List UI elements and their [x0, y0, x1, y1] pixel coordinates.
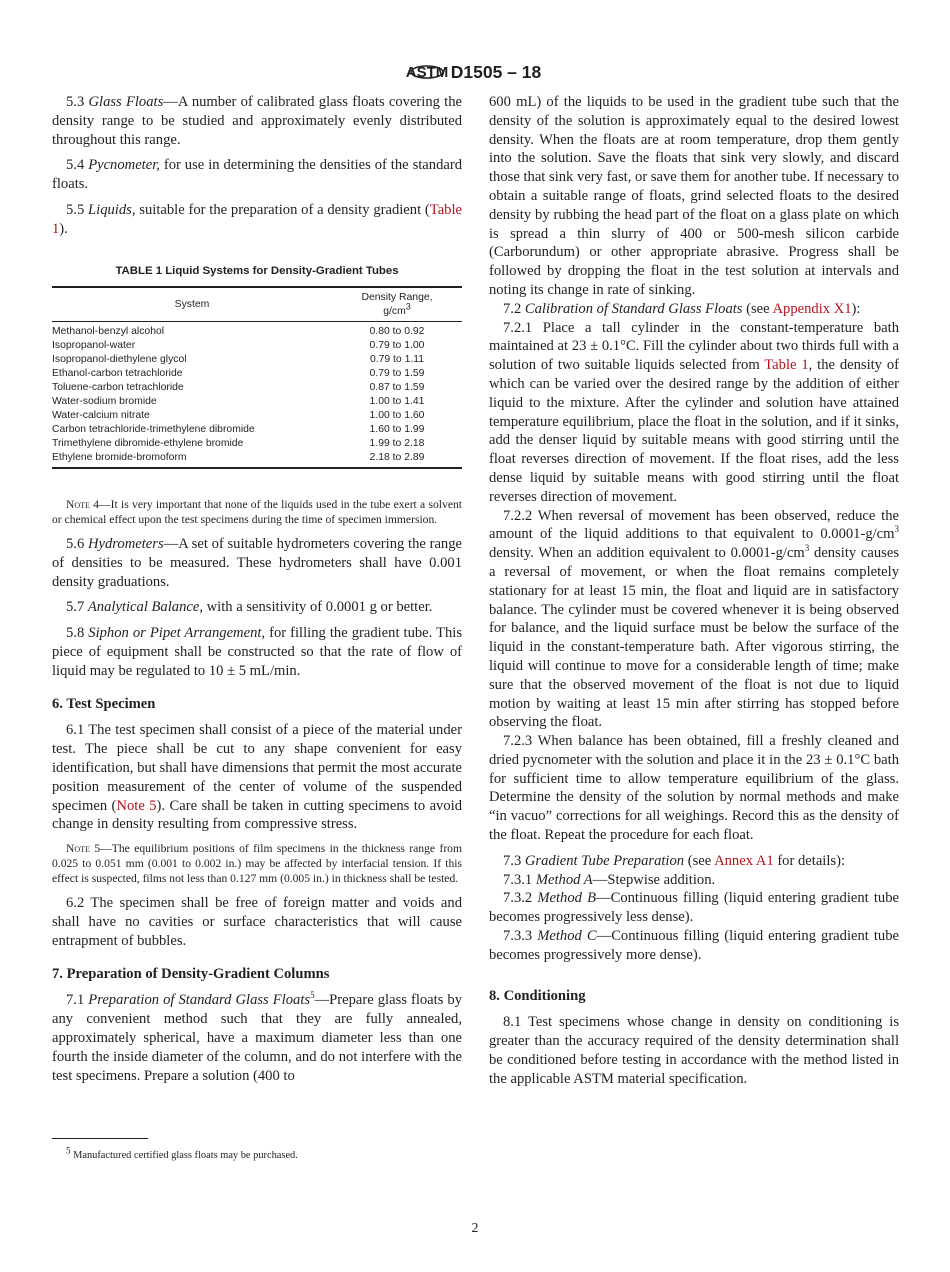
text-run: 600 mL) of the liquids to be used in the gradient tube such that the density of the solution is approximately equal to the desired lowest density. When the floats are at room temperature, drop them gently into the solution. Save the floats that sink very slowly, and discard those that sink very fast, or save them for another tube. If necessary to obtain a suitable range of floats, grind selected floats to the desired density by rubbing the head part of the float on a glass plate on which is spread a thin slurry of 400 or 500-mesh silicon carbide (Carborundum) or other appropriate abrasive. Progress shall be followed by dropping the float in the test solution at intervals and noting its change in rate of sinking.: [489, 94, 899, 298]
text-run: 7. Preparation of Density-Gradient Columns: [52, 965, 330, 982]
section-heading: [489, 987, 899, 1006]
cross-reference-link[interactable]: Annex A1: [714, 852, 774, 869]
paragraph: [489, 889, 899, 927]
table-row: [52, 339, 462, 353]
text-run: —Continuous filling (liquid entering gradient tube becomes progressively less dense).: [489, 890, 899, 926]
text-run: with a sensitivity of 0.0001 g or better.: [202, 599, 433, 616]
text-run: 5.3: [66, 94, 89, 110]
paragraph: [489, 871, 899, 890]
density-range-cell: 1.00 to 1.60: [369, 409, 425, 421]
text-run: 7.2.2 When reversal of movement has been observed, reduce the amount of the liquid additions to that equivalent to 0.0001-g/cm: [489, 507, 899, 543]
text-run: for use in determining the densities of the standard floats.: [52, 157, 463, 193]
text-run: Siphon or Pipet Arrangement,: [88, 625, 266, 642]
section-heading: [52, 695, 462, 714]
text-run: suitable for the preparation of a density gradient (: [135, 201, 430, 218]
paragraph: [52, 991, 462, 1085]
text-run: (see: [742, 300, 773, 317]
table-row: [52, 409, 462, 423]
density-range-cell: 2.18 to 2.89: [369, 451, 425, 463]
text-run: for filling the gradient tube. This piece of equipment shall be constructed so that the rate of flow of liquid may be regulated to 10 ± 5 mL/min.: [52, 625, 463, 679]
paragraph: [489, 852, 899, 871]
left-column-top: [52, 93, 462, 246]
text-run: (see: [684, 852, 715, 869]
note: [52, 497, 462, 527]
table-row: [52, 367, 462, 381]
text-run: 5.5: [66, 201, 89, 218]
table-1: [52, 262, 462, 469]
text-run: 5.4: [66, 157, 89, 174]
svg-text:ASTM: ASTM: [405, 64, 448, 81]
text-run: —Continuous filling (liquid entering gradient tube becomes progressively more dense).: [489, 928, 900, 963]
cross-reference-link[interactable]: Table 1: [764, 357, 809, 374]
text-run: 5: [310, 990, 315, 1001]
paragraph: [489, 927, 899, 965]
density-range-cell: 0.79 to 1.00: [369, 339, 425, 351]
text-run: 7.2.3 When balance has been obtained, fill a freshly cleaned and dried pycnometer with the solution and place it in the 23 ± 0.1°C bath for sufficient time to allow temperature equilibrium of the glass. Determine the density of the solution by normal methods and make “in vacuo” corrections for all weighings. Record this as the density of the float. Repeat the procedure for each float.: [489, 733, 899, 844]
cross-reference-link[interactable]: Note 5: [116, 797, 157, 814]
page-number: 2: [471, 1221, 479, 1236]
table-row: [52, 437, 462, 451]
text-run: ).: [59, 220, 68, 237]
text-run: density causes a reversal of movement, or when the float remains completely stationary for at least 15 min, the float and liquid are in satisfactory balance. The cylinder must be covered whenever it is being observed for balance, and the liquid surface must be below the surface of the liquid in the constant-temperature bath. After vigorous stirring, the liquid will continue to move for a considerable length of time; make sure that the observed movement of the float is not due to liquid motion by waiting at least 15 min after stirring has stopped before observing the float.: [489, 545, 899, 731]
text-run: 7.3: [503, 852, 525, 869]
text-run: —Prepare glass floats by any convenient method such that they are fully annealed, approximately spherical, have a maximum diameter less than one fourth the inside diameter of the column, and do not interfere with the test specimens. Prepare a solution (400 to: [52, 992, 463, 1084]
col-header-density: Density Range, $g/cm^3$: [332, 287, 462, 322]
density-range-cell: 1.60 to 1.99: [369, 423, 425, 435]
text-run: Method A: [535, 871, 593, 888]
system-cell: Isopropanol-diethylene glycol: [52, 353, 187, 365]
density-range-cell: 0.79 to 1.59: [369, 367, 425, 379]
table-row: [52, 451, 462, 468]
table-row: [52, 353, 462, 367]
text-run: Gradient Tube Preparation: [524, 852, 685, 869]
text-run: Calibration of Standard Glass Floats: [524, 300, 743, 317]
cross-reference-link[interactable]: Table 1: [52, 201, 462, 237]
text-run: Liquids,: [88, 201, 136, 218]
text-run: Note: [66, 842, 90, 856]
text-run: Method C: [537, 928, 597, 945]
page-header: [0, 58, 950, 89]
text-run: 3: [894, 524, 899, 535]
text-run: 6. Test Specimen: [52, 695, 156, 712]
text-run: 7.2: [503, 300, 525, 317]
paragraph: [489, 507, 899, 733]
paragraph: [52, 156, 462, 194]
text-run: Method B: [537, 890, 596, 907]
paragraph: [489, 1013, 899, 1088]
table-row: [52, 321, 462, 339]
cross-reference-link[interactable]: Appendix X1: [772, 300, 852, 317]
system-cell: Methanol-benzyl alcohol: [52, 325, 165, 337]
paragraph: [52, 598, 462, 617]
paragraph: [52, 624, 462, 680]
paragraph: [52, 721, 462, 834]
paragraph: [489, 319, 899, 507]
paragraph: [52, 93, 462, 149]
system-cell: Trimethylene dibromide-ethylene bromide: [52, 437, 244, 449]
text-run: 5.7: [66, 599, 88, 616]
table-row: [52, 395, 462, 409]
text-run: for details):: [773, 852, 845, 869]
footnote-divider: [52, 1138, 148, 1139]
system-cell: Isopropanol-water: [52, 339, 136, 351]
paragraph: [52, 894, 462, 950]
right-column: [489, 93, 899, 1096]
text-run: 7.2.1 Place a tall cylinder in the constant-temperature bath maintained at 23 ± 0.1°C. Fill the cylinder about two thirds full with a solution of two suitable liquids selected from: [489, 319, 899, 374]
system-cell: Water-calcium nitrate: [52, 409, 150, 421]
text-run: 5.6: [66, 536, 88, 552]
footnote: $^5$ Manufactured certified glass floats may be purchased.: [66, 1145, 298, 1161]
text-run: —Stepwise addition.: [592, 871, 716, 888]
section-heading: [52, 965, 462, 984]
table-title: TABLE 1 Liquid Systems for Density-Gradient Tubes: [115, 265, 399, 277]
system-cell: Water-sodium bromide: [52, 395, 157, 407]
text-run: 8. Conditioning: [489, 987, 586, 1004]
col-header-system: System: [52, 287, 332, 322]
text-run: 7.3.2: [503, 890, 538, 907]
paragraph: [489, 93, 899, 300]
density-range-cell: 1.99 to 2.18: [369, 437, 425, 449]
astm-logo-icon: [405, 58, 448, 89]
density-range-cell: 1.00 to 1.41: [369, 395, 425, 407]
system-cell: Ethylene bromide-bromoform: [52, 451, 187, 463]
text-run: Preparation of Standard Glass Floats: [88, 992, 311, 1009]
text-run: 3: [804, 543, 810, 554]
density-range-cell: 0.87 to 1.59: [369, 381, 425, 393]
paragraph: [489, 300, 899, 319]
text-run: ). Care shall be taken in cutting specimens to avoid change in density resulting from compressive stress.: [52, 797, 462, 833]
text-run: 7.3.1: [503, 871, 536, 888]
text-run: 6.1 The test specimen shall consist of a piece of the material under test. The piece shall be cut to any shape convenient for easy identification, but shall have dimensions that permit the most accurate position measurement of the center of volume of the suspended specimen (: [52, 722, 462, 814]
text-run: 4—It is very important that none of the liquids used in the tube exert a solvent or chemical effect upon the test specimens during the time of specimen immersion.: [52, 498, 462, 526]
text-run: , the density of which can be varied over the desired range by the addition of either liquid to the mixture. After the cylinder and solution have attained temperature equilibrium, place the float in the solution, and if it sinks, add the denser liquid by suitable means with good stirring until the float reverses direction of movement. If the float rises, add the less dense liquid by suitable means with good stirring until the float reverses direction of movement.: [489, 357, 899, 505]
table-row: [52, 381, 462, 395]
system-cell: Carbon tetrachloride-trimethylene dibromide: [52, 423, 255, 435]
system-cell: Ethanol-carbon tetrachloride: [52, 367, 183, 379]
designation: D1505 – 18: [450, 62, 542, 83]
text-run: density. When an addition equivalent to 0.0001-g/cm: [489, 545, 805, 562]
left-column-bottom: [52, 497, 462, 1092]
text-run: 7.3.3: [503, 928, 538, 945]
text-run: —A set of suitable hydrometers covering the range of densities to be measured. These hydrometers shall have 0.001 density graduations.: [52, 536, 462, 590]
text-run: 5—The equilibrium positions of film specimens in the thickness range from 0.025 to 0.051 mm (0.001 to 0.002 in.) may be affected by interfacial tension. If this effect is suspected, films not less than 0.127 mm (0.005 in.) in thickness shall be tested.: [52, 842, 462, 886]
text-run: —A number of calibrated glass floats covering the density range to be studied and approximately evenly distributed throughout this range.: [52, 94, 462, 148]
text-run: ):: [851, 300, 861, 317]
paragraph: [52, 535, 462, 591]
note: [52, 841, 462, 886]
table-row: [52, 423, 462, 437]
density-range-cell: 0.80 to 0.92: [369, 325, 425, 337]
text-run: Analytical Balance,: [87, 599, 203, 616]
text-run: 7.1: [66, 992, 89, 1009]
text-run: 8.1 Test specimens whose change in density on conditioning is greater than the accuracy required of the density determination shall be conditioned before testing in accordance with the method listed in the applicable ASTM material specification.: [489, 1014, 899, 1087]
text-run: Note: [66, 498, 90, 511]
paragraph: [52, 201, 462, 239]
text-run: Hydrometers: [87, 536, 164, 552]
text-run: 6.2 The specimen shall be free of foreign matter and voids and shall have no cavities or surface characteristics that will cause entrapment of bubbles.: [52, 895, 462, 949]
system-cell: Toluene-carbon tetrachloride: [52, 381, 184, 393]
text-run: Glass Floats: [88, 94, 164, 110]
paragraph: [489, 732, 899, 845]
text-run: Pycnometer,: [88, 157, 160, 174]
text-run: 5.8: [66, 625, 89, 642]
density-range-cell: 0.79 to 1.11: [369, 353, 425, 365]
